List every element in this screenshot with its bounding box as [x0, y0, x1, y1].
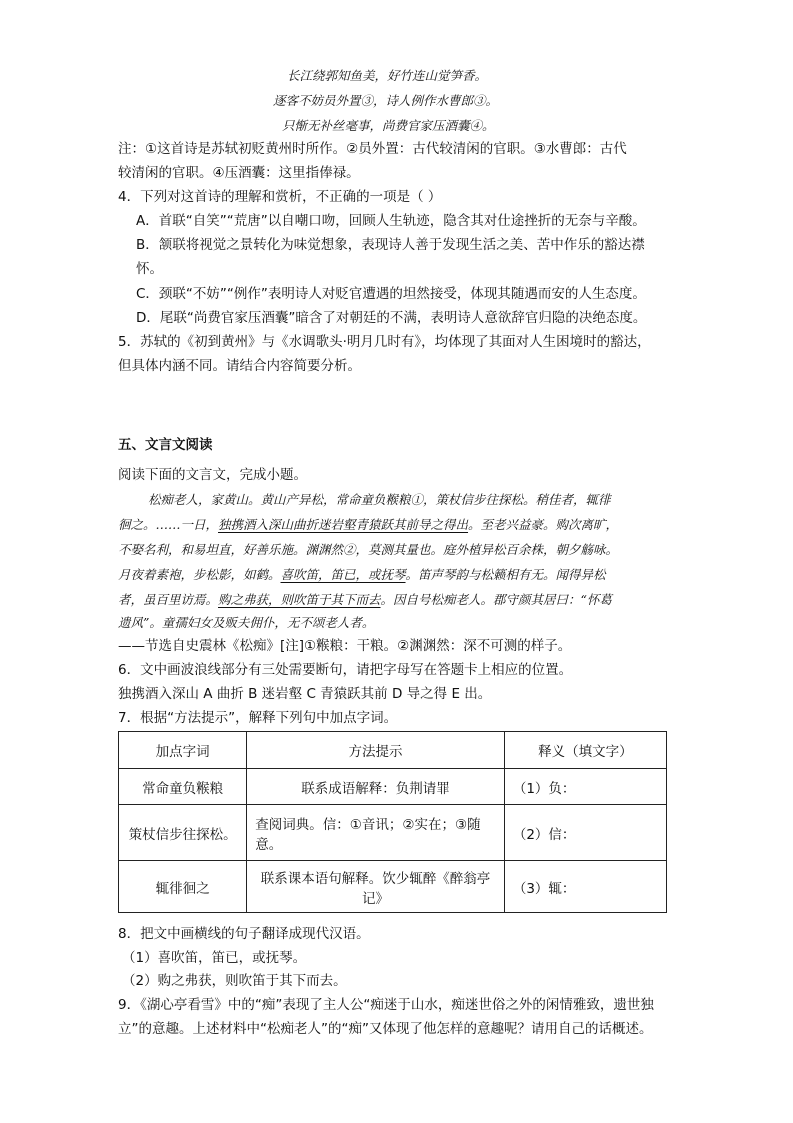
question-9-line-1: 9．《湖心亭看雪》中的“痴”表现了主人公“痴迷于山水，痴迷世俗之外的闲情雅致，遗世独 — [118, 997, 654, 1013]
passage-line-4-c: 。笛声琴韵与松籁相有无。闻得异松 — [405, 567, 606, 582]
passage-wavy-sentence: 独携酒入深山曲折迷岩壑青猿跃其前导之得出 — [218, 517, 469, 532]
passage-line-5-a: 者，虽百里访焉。 — [118, 592, 219, 607]
question-4-option-d: D．尾联“尚费官家压酒囊”暗含了对朝廷的不满，表明诗人意欲辞官归隐的决绝态度。 — [136, 310, 647, 326]
poem-line-1: 长江绕郭知鱼美，好竹连山觉笋香。 — [287, 68, 488, 83]
question-9-line-2: 立”的意趣。上述材料中“松痴老人”的“痴”又体现了他怎样的意趣呢？请用自己的话概述。 — [118, 1021, 653, 1037]
table-cell-method: 联系成语解释：负荆请罪 — [247, 769, 505, 805]
question-4-option-b-cont: 怀。 — [136, 261, 163, 277]
poem-line-2: 逐客不妨员外置③，诗人例作水曹郎③。 — [273, 93, 499, 108]
method-table-header-row — [119, 732, 667, 769]
table-row — [119, 805, 667, 861]
passage-underlined-sentence-2: 购之弗获，则吹笛于其下而去 — [218, 592, 381, 607]
passage-line-4 — [118, 566, 606, 584]
question-4-option-b: B．颔联将视觉之景转化为味觉想象，表现诗人善于发现生活之美、苦中作乐的豁达襟 — [136, 237, 645, 253]
question-5-line-2: 但具体内涵不同。请结合内容简要分析。 — [118, 358, 361, 374]
question-8-item-2: （2）购之弗获，则吹笛于其下而去。 — [122, 973, 347, 989]
poem-notes-line-1: 注：①这首诗是苏轼初贬黄州时所作。②员外置：古代较清闲的官职。③水曹郎：古代 — [118, 141, 627, 157]
table-row — [119, 861, 667, 913]
table-cell-answer[interactable]: （1）负： — [504, 769, 666, 805]
table-cell-word: 常命童负糇粮 — [119, 769, 247, 805]
passage-line-2-a: 徊之。……一日， — [118, 517, 219, 532]
poem-notes-line-2: 较清闲的官职。④压酒囊：这里指俸禄。 — [118, 165, 360, 181]
question-7-stem: 7．根据“方法提示”，解释下列句中加点字词。 — [118, 710, 398, 726]
method-table — [118, 731, 667, 913]
question-4-stem: 4．下列对这首诗的理解和赏析，不正确的一项是（ ） — [118, 189, 442, 205]
passage-line-5 — [118, 591, 612, 609]
section-5-heading: 五、文言文阅读 — [118, 437, 213, 453]
passage-underlined-sentence-1: 喜吹笛，笛已，或抚琴 — [280, 567, 406, 582]
question-6-stem: 6．文中画波浪线部分有三处需要断句，请把字母写在答题卡上相应的位置。 — [118, 662, 573, 678]
table-header-answer: 释义（填文字） — [504, 732, 666, 769]
table-cell-word: 辄徘徊之 — [119, 861, 247, 913]
table-cell-answer[interactable]: （3）辄： — [504, 861, 666, 913]
question-4-option-a: A．首联“自笑”“荒唐”以自嘲口吻，回顾人生轨迹，隐含其对仕途挫折的无奈与辛酸。 — [136, 213, 646, 229]
question-8-stem: 8．把文中画横线的句子翻译成现代汉语。 — [118, 926, 370, 942]
section-5-instruction: 阅读下面的文言文，完成小题。 — [118, 467, 307, 483]
passage-line-5-c: 。因自号松痴老人。郡守颜其居曰：“怀葛 — [380, 592, 612, 607]
table-row — [119, 769, 667, 805]
question-8-item-1: （1）喜吹笛，笛已，或抚琴。 — [122, 950, 307, 966]
table-cell-answer[interactable]: （2）信： — [504, 805, 666, 861]
passage-line-3: 不娶名利，和易坦直，好善乐施。渊渊然②，莫测其量也。庭外植异松百余株，朝夕觞咏。 — [118, 542, 619, 557]
question-5-line-1: 5．苏轼的《初到黄州》与《水调歌头·明月几时有》，均体现了其面对人生困境时的豁达， — [118, 334, 651, 350]
passage-line-2-c: 。至老兴益豪。购次离旷， — [468, 517, 619, 532]
table-header-word: 加点字词 — [119, 732, 247, 769]
passage-source: ——节选自史震林《松痴》[注]①糇粮：干粮。②渊渊然：深不可测的样子。 — [118, 638, 572, 654]
table-cell-method: 联系课本语句解释。饮少辄醉《醉翁亭记》 — [247, 861, 505, 913]
question-6-sentence: 独携酒入深山 A 曲折 B 迷岩壑 C 青猿跃其前 D 导之得 E 出。 — [118, 686, 492, 702]
passage-line-1: 松痴老人，家黄山。黄山产异松，常命童负糇粮①，策杖信步往探松。稍佳者，辄徘 — [148, 492, 611, 507]
table-cell-word: 策杖信步往探松。 — [119, 805, 247, 861]
poem-line-3: 只惭无补丝毫事，尚费官家压酒囊④。 — [282, 118, 495, 133]
table-cell-method: 查阅词典。信：①音讯；②实在；③随意。 — [247, 805, 505, 861]
question-4-option-c: C．颈联“不妨”“例作”表明诗人对贬官遭遇的坦然接受，体现其随遇而安的人生态度。 — [136, 286, 646, 302]
passage-line-2 — [118, 516, 618, 534]
passage-line-6: 遗风”。童孺妇女及贩夫佣仆，无不颂老人者。 — [118, 615, 375, 630]
table-header-method: 方法提示 — [247, 732, 505, 769]
passage-line-4-a: 月夜着素袍，步松影，如鹤。 — [118, 567, 281, 582]
